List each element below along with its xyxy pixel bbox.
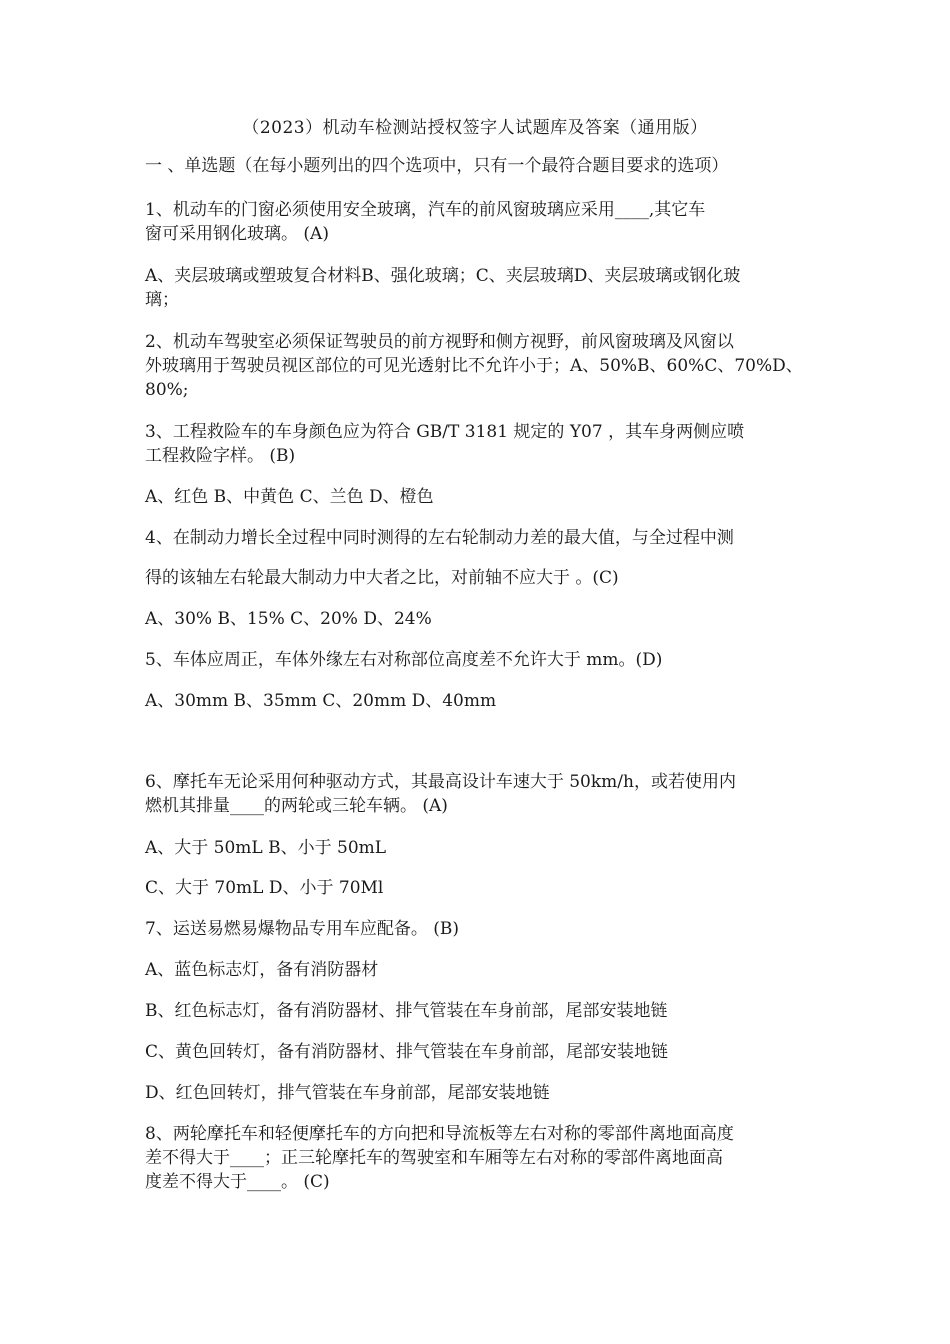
question-6-options-line-1: A、大于 50mL B、小于 50mL bbox=[145, 838, 387, 858]
question-3-options: A、红色 B、中黄色 C、兰色 D、橙色 bbox=[145, 487, 434, 507]
page-title: （2023）机动车检测站授权签字人试题库及答案（通用版） bbox=[242, 118, 708, 138]
section-heading: 一 、单选题（在每小题列出的四个选项中，只有一个最符合题目要求的选项） bbox=[145, 156, 729, 176]
question-6-options-line-2: C、大于 70mL D、小于 70Ml bbox=[145, 878, 384, 898]
question-7-option-d: D、红色回转灯，排气管装在车身前部，尾部安装地链 bbox=[145, 1083, 550, 1103]
question-6-stem-line-2: 燃机其排量____的两轮或三轮车辆。 (A) bbox=[145, 796, 448, 816]
question-1-options-line-1: A、夹层玻璃或塑玻复合材料B、强化玻璃；C、夹层玻璃D、夹层玻璃或钢化玻 bbox=[145, 266, 741, 286]
question-1-options-line-2: 璃； bbox=[145, 290, 179, 310]
question-5-stem: 5、车体应周正，车体外缘左右对称部位高度差不允许大于 mm。(D) bbox=[145, 650, 663, 670]
question-2-line-2: 外玻璃用于驾驶员视区部位的可见光透射比不允许小于；A、50%B、60%C、70%D、 bbox=[145, 356, 803, 376]
question-8-line-1: 8、两轮摩托车和轻便摩托车的方向把和导流板等左右对称的零部件离地面高度 bbox=[145, 1124, 734, 1144]
question-4-stem-line-2: 得的该轴左右轮最大制动力中大者之比，对前轴不应大于 。(C) bbox=[145, 568, 619, 588]
question-7-option-a: A、蓝色标志灯，备有消防器材 bbox=[145, 960, 379, 980]
question-4-options: A、30% B、15% C、20% D、24% bbox=[145, 609, 432, 629]
question-7-option-b: B、红色标志灯，备有消防器材、排气管装在车身前部，尾部安装地链 bbox=[145, 1001, 668, 1021]
question-8-line-3: 度差不得大于____。 (C) bbox=[145, 1172, 330, 1192]
question-2-line-3: 80%; bbox=[145, 380, 189, 400]
question-5-options: A、30mm B、35mm C、20mm D、40mm bbox=[145, 691, 497, 711]
question-3-stem-line-1: 3、工程救险车的车身颜色应为符合 GB/T 3181 规定的 Y07 ，其车身两侧应喷 bbox=[145, 422, 745, 442]
question-8-line-2: 差不得大于____；正三轮摩托车的驾驶室和车厢等左右对称的零部件离地面高 bbox=[145, 1148, 723, 1168]
question-2-line-1: 2、机动车驾驶室必须保证驾驶员的前方视野和侧方视野，前风窗玻璃及风窗以 bbox=[145, 332, 734, 352]
question-7-stem: 7、运送易燃易爆物品专用车应配备。 (B) bbox=[145, 919, 459, 939]
question-1-stem-line-1: 1、机动车的门窗必须使用安全玻璃，汽车的前风窗玻璃应采用____,其它车 bbox=[145, 200, 706, 220]
question-1-stem-line-2: 窗可采用钢化玻璃。 (A) bbox=[145, 224, 329, 244]
question-3-stem-line-2: 工程救险字样。 (B) bbox=[145, 446, 296, 466]
question-7-option-c: C、黄色回转灯，备有消防器材、排气管装在车身前部，尾部安装地链 bbox=[145, 1042, 669, 1062]
question-4-stem-line-1: 4、在制动力增长全过程中同时测得的左右轮制动力差的最大值，与全过程中测 bbox=[145, 528, 734, 548]
question-6-stem-line-1: 6、摩托车无论采用何种驱动方式，其最高设计车速大于 50km/h，或若使用内 bbox=[145, 772, 736, 792]
